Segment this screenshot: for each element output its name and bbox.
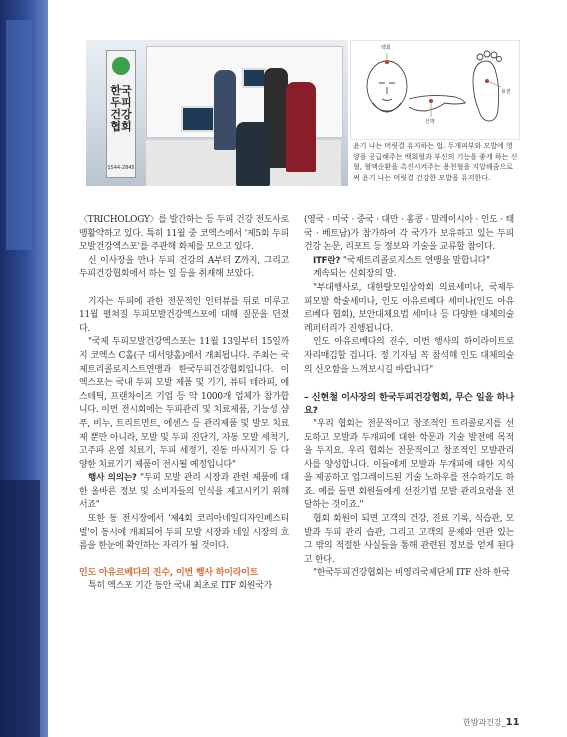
section-heading: 인도 아유르베다의 진수, 이번 행사 하이라이트 <box>79 567 259 578</box>
paragraph: ITF란? "국제트리콜로지스트 연맹을 말합니다" <box>313 255 490 266</box>
article-left-column <box>79 214 289 594</box>
banner-text: 한국두피건강협회 <box>110 84 132 133</box>
paragraph: 행사 의의는? "두피 모발 관리 시장과 관련 제품에 대한 올바른 정보 및 소비자들의 인식을 제고시키기 위해서죠" <box>79 473 289 511</box>
page-number: 11 <box>505 717 520 728</box>
monitor <box>242 68 266 88</box>
banner-phone: 1544-2845 <box>107 165 135 171</box>
footer-separator: _ <box>501 718 506 727</box>
paragraph: 협회 회원이 되면 고객의 건강, 진료 기록, 식습관, 모발과 두피 관리 습관, 그리고 고객의 문제와 연관 있는 그 밖의 적절한 사실들을 통해 관련된 정보를 얻게 된다고 한다. <box>304 514 514 565</box>
expo-booth-photo <box>86 40 348 186</box>
acupressure-diagram <box>350 40 520 140</box>
paragraph: 신 이사장을 만나 두피 건강의 A부터 Z까지, 그리고 두피건강협회에서 하는 일 등을 취재해 보았다. <box>79 255 289 280</box>
interview-question: – 신현철 이사장의 한국두피건강협회, 무슨 일을 하나요? <box>304 391 514 417</box>
paragraph: 또한 동 전시장에서 '제4회 코리아네일디자인페스티벌'이 동시에 개최되어 두피 모발 시장과 네일 시장의 흐름을 한눈에 확인하는 자리가 될 것이다. <box>79 514 289 552</box>
question-label: 행사 의의는? <box>88 473 137 484</box>
magazine-name: 한방과건강 <box>463 718 502 727</box>
acupressure-points-illustration <box>351 41 519 139</box>
monitor <box>181 106 215 132</box>
photo-caption: 윤기 나는 머릿결 유지하는 법. 두개피부와 모발에 영양을 공급해주는 백회혈과 부신의 기능을 좋게 하는 신혈, 혈액순환을 촉진시켜주는 용천혈을 지압해줌으로써 윤기 나는 머릿결 건강한 모발을 유지한다. <box>353 142 518 182</box>
left-edge-photo <box>0 0 48 737</box>
paragraph: "우리 협회는 전문적이고 창조적인 트리콜로지를 선도하고 모발과 두개피에 대한 학문과 기술 발전에 목적을 두지요. 우리 협회는 전문적이고 창조적인 모발관리사를 양성합니다. 이들에게 모발과 두개피에 대한 지식을 제공하고 업그레이드된 기술 노하우를 전수하기도 하죠. 예를 들면 회원들에게 선진기법 모발 관리요령을 전달하는 것이죠." <box>304 418 514 511</box>
page-footer <box>463 717 520 728</box>
paragraph: "부대행사로, 대한탈모임상학회 의료세미나, 국제두피모발 학술세미나, 인도 아유르베다 세미나(인도 아유르베다 협회), 보안대체요법 세미나 등 다양한 대체의술 레퍼터리가 진행됩니다. <box>304 282 514 334</box>
label-baekhoe: 백회 <box>381 45 391 51</box>
paragraph: 기자는 두피에 관한 전문적인 인터뷰를 뒤로 미루고 11월 펼쳐질 두피모발건강엑스포에 대해 질문을 던졌다. <box>79 296 289 334</box>
person <box>214 70 236 150</box>
question-label: ITF란? <box>313 255 341 266</box>
label-yongcheon: 용천 <box>501 89 511 95</box>
person <box>286 82 316 172</box>
paragraph: 특히 엑스포 기간 동안 국내 최초로 ITF 회원국가 <box>88 581 273 592</box>
person <box>236 122 270 186</box>
article-right-column <box>304 214 514 581</box>
paragraph: "한국두피건강협회는 비영리국제단체 ITF 산하 한국 <box>313 568 510 579</box>
paragraph: 인도 아유르베다의 진수, 이번 행사의 하이라이트로 자리매김할 겁니다. 정 기자님 꼭 참석해 인도 대체의술의 신오함을 느껴보시길 바랍니다" <box>304 337 514 375</box>
label-sinmaek: 신맥 <box>425 119 435 125</box>
paragraph: 〈TRICHOLOGY〉를 발간하는 등 두피 건강 전도사로 맹활약하고 있다. 특히 11월 중 코엑스에서 '제5회 두피모발건강엑스포'를 주관해 화제를 모으고 있다. <box>79 215 289 253</box>
association-banner <box>106 50 136 178</box>
association-logo <box>112 57 130 75</box>
paragraph: 계속되는 신회장의 말. <box>313 269 397 280</box>
paragraph: "국제 두피모발건강엑스포는 11월 13일부터 15일까지 코엑스 C홀(구 대서양홀)에서 개최됩니다. 주최는 국제트리콜로지스트연맹과 한국두피건강협회입니다. 이 엑스포는 국내 두피 모발 제품 및 기기, 뷰티 테라피, 에스테틱, 프랜차이즈 기업 등 약 1000개 업체가 참가합니다. 이번 전시회에는 두피관리 및 치료제품, 기능성 샴푸, 비누, 트리트먼트, 에센스 등 관리제품 및 발모 치료제 뿐만 아니라, 모발 및 두피 진단기, 자동 모발 세척기, 고주파 온열 치료기, 두피 세정기, 진동 마사지기 등 다양한 치료기기 제품이 전시될 예정입니다" <box>79 337 289 470</box>
paragraph: (영국 · 미국 · 중국 · 대만 · 홍콩 · 말레이시아 · 인도 · 태국 · 베트남)가 참가하여 각 국가가 보유하고 있는 두피건강 논문, 리포트 등 정보와 기술을 교류할 참이다. <box>304 215 514 253</box>
